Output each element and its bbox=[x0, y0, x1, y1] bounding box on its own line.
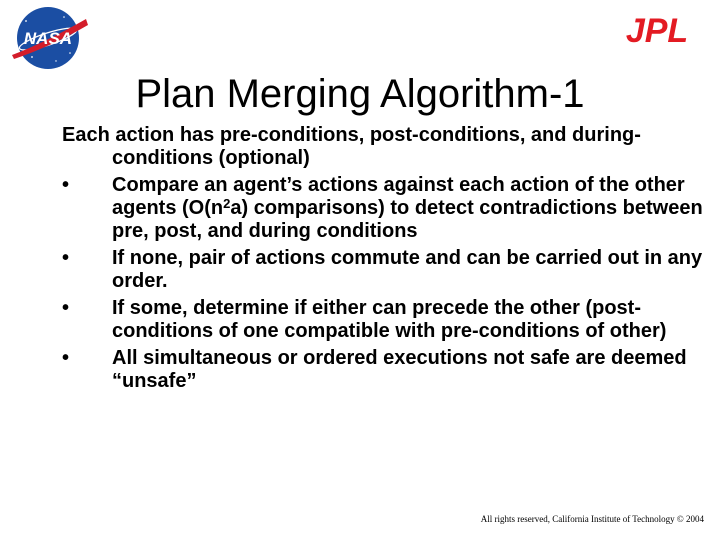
bullet-item bbox=[62, 347, 712, 393]
jpl-logo-icon bbox=[608, 12, 706, 48]
intro-text: Each action has pre-conditions, post-conditions, and during-conditions (optional) bbox=[62, 124, 641, 169]
bullet-text: If some, determine if either can precede the other (post-conditions of one compatible with pre-conditions of other) bbox=[112, 297, 667, 342]
bullet-icon: • bbox=[62, 174, 70, 196]
nasa-meatball-icon bbox=[6, 5, 90, 71]
slide-title: Plan Merging Algorithm-1 bbox=[135, 72, 585, 116]
slide-body bbox=[62, 124, 712, 397]
bullet-text: Compare an agent’s actions against each action of the other agents (O(n bbox=[112, 174, 685, 219]
jpl-logo-text: JPL bbox=[625, 12, 689, 48]
bullet-icon: • bbox=[62, 347, 70, 369]
nasa-logo bbox=[6, 5, 90, 71]
bullet-text: All simultaneous or ordered executions not safe are deemed “unsafe” bbox=[112, 347, 687, 392]
copyright-footer: All rights reserved, California Institute of Technology © 2004 bbox=[480, 514, 704, 524]
jpl-logo bbox=[608, 12, 706, 48]
bullet-text-continued: a) comparisons) to detect contradictions between pre, post, and during conditions bbox=[112, 197, 703, 242]
bullet-item bbox=[62, 247, 712, 293]
bullet-text: If none, pair of actions commute and can be carried out in any order. bbox=[112, 247, 703, 292]
superscript: 2 bbox=[223, 196, 231, 211]
bullet-item bbox=[62, 297, 712, 343]
nasa-logo-text: NASA bbox=[23, 29, 73, 48]
bullet-icon: • bbox=[62, 297, 70, 319]
bullet-icon: • bbox=[62, 247, 70, 269]
bullet-item bbox=[62, 174, 712, 243]
bullet-list bbox=[62, 174, 712, 393]
